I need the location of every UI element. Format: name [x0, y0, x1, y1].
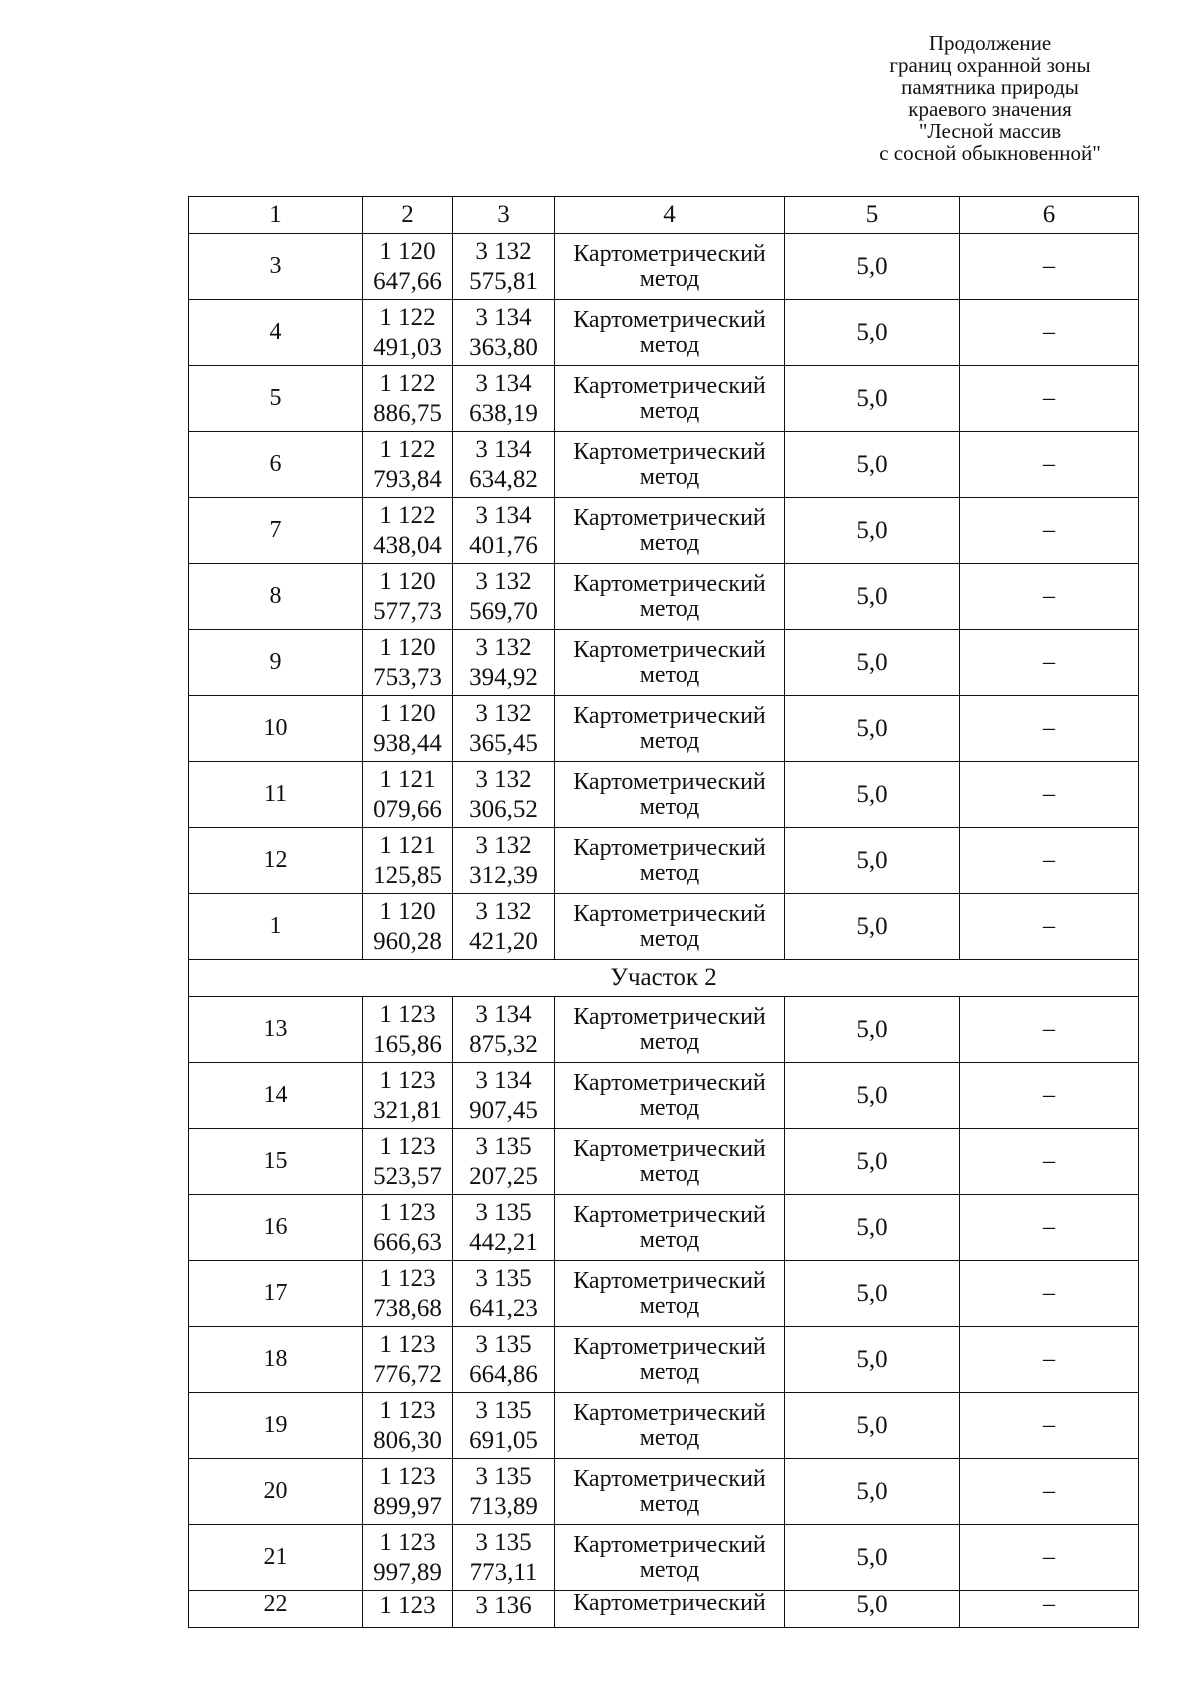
- accuracy-cell: 5,0: [785, 1327, 960, 1393]
- header-line: Продолжение: [928, 31, 1052, 55]
- accuracy-cell: 5,0: [785, 1195, 960, 1261]
- table-row: [189, 1525, 1139, 1591]
- y-coordinate-part: 3 134: [475, 501, 532, 529]
- header-line: памятника природы: [901, 75, 1079, 99]
- accuracy-cell: 5,0: [785, 828, 960, 894]
- table-row: [189, 432, 1139, 498]
- x-coordinate-part: 806,30: [373, 1426, 442, 1454]
- y-coordinate-part: 713,89: [469, 1492, 538, 1520]
- method-cell: [555, 1393, 785, 1459]
- y-coordinate-part: 365,45: [469, 729, 538, 757]
- x-coordinate-cell: [363, 696, 453, 762]
- y-coordinate-cell: [453, 1393, 555, 1459]
- column-header: 5: [785, 197, 960, 234]
- x-coordinate-part: 1 123: [379, 1396, 436, 1424]
- y-coordinate-cell: [453, 366, 555, 432]
- x-coordinate-part: 1 123: [379, 1592, 436, 1619]
- table-row: [189, 762, 1139, 828]
- y-coordinate-part: 394,92: [469, 663, 538, 691]
- method-text: метод: [639, 661, 700, 688]
- y-coordinate-part: 3 135: [475, 1132, 532, 1160]
- method-text: метод: [639, 925, 700, 952]
- y-coordinate-part: 638,19: [469, 399, 538, 427]
- x-coordinate-cell: [363, 1129, 453, 1195]
- note-cell: –: [960, 762, 1139, 828]
- y-coordinate-cell: [453, 234, 555, 300]
- point-number-cell: 1: [189, 894, 363, 960]
- note-cell: –: [960, 300, 1139, 366]
- x-coordinate-cell: [363, 1261, 453, 1327]
- method-text: метод: [639, 1490, 700, 1517]
- x-coordinate-cell: [363, 1459, 453, 1525]
- x-coordinate-part: 938,44: [373, 729, 442, 757]
- x-coordinate-part: 1 120: [379, 633, 436, 661]
- accuracy-cell: 5,0: [785, 432, 960, 498]
- y-coordinate-cell: [453, 300, 555, 366]
- x-coordinate-cell: [363, 498, 453, 564]
- y-coordinate-cell: [453, 1327, 555, 1393]
- method-cell: [555, 366, 785, 432]
- y-coordinate-part: 875,32: [469, 1030, 538, 1058]
- accuracy-cell: 5,0: [785, 366, 960, 432]
- y-coordinate-part: 3 135: [475, 1198, 532, 1226]
- point-number-cell: 6: [189, 432, 363, 498]
- method-text: Картометрический: [573, 306, 766, 333]
- table-body: [189, 197, 1139, 1628]
- x-coordinate-part: 1 122: [379, 501, 436, 529]
- point-number-cell: 15: [189, 1129, 363, 1195]
- method-text: Картометрический: [573, 1333, 766, 1360]
- accuracy-cell: 5,0: [785, 300, 960, 366]
- note-cell: –: [960, 234, 1139, 300]
- y-coordinate-part: 3 134: [475, 303, 532, 331]
- y-coordinate-part: 401,76: [469, 531, 538, 559]
- point-number-cell: 7: [189, 498, 363, 564]
- method-cell: [555, 630, 785, 696]
- table-row: [189, 564, 1139, 630]
- y-coordinate-part: 3 135: [475, 1528, 532, 1556]
- x-coordinate-part: 1 120: [379, 237, 436, 265]
- note-cell: –: [960, 1327, 1139, 1393]
- method-text: метод: [639, 463, 700, 490]
- method-text: Картометрический: [573, 504, 766, 531]
- x-coordinate-part: 960,28: [373, 927, 442, 955]
- coordinates-table: [188, 196, 1139, 1628]
- x-coordinate-part: 321,81: [373, 1096, 442, 1124]
- method-text: Картометрический: [573, 1201, 766, 1228]
- point-number-cell: 22: [189, 1591, 363, 1628]
- method-text: Картометрический: [573, 834, 766, 861]
- y-coordinate-part: 3 132: [475, 831, 532, 859]
- x-coordinate-part: 738,68: [373, 1294, 442, 1322]
- y-coordinate-part: 3 132: [475, 633, 532, 661]
- x-coordinate-cell: [363, 828, 453, 894]
- y-coordinate-cell: [453, 1129, 555, 1195]
- y-coordinate-cell: [453, 1261, 555, 1327]
- document-header: [800, 32, 1180, 164]
- note-cell: –: [960, 630, 1139, 696]
- method-text: Картометрический: [573, 1267, 766, 1294]
- x-coordinate-part: 1 123: [379, 1198, 436, 1226]
- table-row: [189, 1327, 1139, 1393]
- method-cell: [555, 1129, 785, 1195]
- method-text: Картометрический: [573, 1135, 766, 1162]
- y-coordinate-cell: [453, 1063, 555, 1129]
- x-coordinate-part: 1 123: [379, 1066, 436, 1094]
- x-coordinate-part: 523,57: [373, 1162, 442, 1190]
- accuracy-cell: 5,0: [785, 234, 960, 300]
- x-coordinate-part: 165,86: [373, 1030, 442, 1058]
- column-header: 4: [555, 197, 785, 234]
- accuracy-cell: 5,0: [785, 498, 960, 564]
- x-coordinate-part: 647,66: [373, 267, 442, 295]
- x-coordinate-cell: [363, 1525, 453, 1591]
- x-coordinate-cell: [363, 1393, 453, 1459]
- note-cell: –: [960, 696, 1139, 762]
- point-number-cell: 5: [189, 366, 363, 432]
- table-row: [189, 1063, 1139, 1129]
- y-coordinate-cell: [453, 828, 555, 894]
- x-coordinate-cell: [363, 630, 453, 696]
- accuracy-cell: 5,0: [785, 1393, 960, 1459]
- accuracy-cell: 5,0: [785, 630, 960, 696]
- method-cell: [555, 828, 785, 894]
- y-coordinate-part: 691,05: [469, 1426, 538, 1454]
- note-cell: –: [960, 1591, 1139, 1628]
- y-coordinate-part: 3 134: [475, 1066, 532, 1094]
- method-cell: [555, 762, 785, 828]
- table-row: [189, 828, 1139, 894]
- y-coordinate-cell: [453, 630, 555, 696]
- note-cell: –: [960, 1393, 1139, 1459]
- column-header: 2: [363, 197, 453, 234]
- x-coordinate-part: 1 123: [379, 1264, 436, 1292]
- accuracy-cell: 5,0: [785, 762, 960, 828]
- x-coordinate-part: 1 121: [379, 831, 436, 859]
- method-cell: [555, 997, 785, 1063]
- y-coordinate-cell: [453, 696, 555, 762]
- note-cell: –: [960, 1129, 1139, 1195]
- x-coordinate-part: 1 120: [379, 567, 436, 595]
- point-number-cell: 18: [189, 1327, 363, 1393]
- x-coordinate-part: 1 123: [379, 1462, 436, 1490]
- point-number-cell: 14: [189, 1063, 363, 1129]
- method-text: метод: [639, 1292, 700, 1319]
- note-cell: –: [960, 564, 1139, 630]
- x-coordinate-cell: [363, 894, 453, 960]
- column-header-row: [189, 197, 1139, 234]
- y-coordinate-part: 312,39: [469, 861, 538, 889]
- x-coordinate-cell: [363, 432, 453, 498]
- x-coordinate-part: 997,89: [373, 1558, 442, 1586]
- note-cell: –: [960, 997, 1139, 1063]
- method-text: Картометрический: [573, 1003, 766, 1030]
- y-coordinate-part: 421,20: [469, 927, 538, 955]
- x-coordinate-cell: [363, 997, 453, 1063]
- y-coordinate-cell: [453, 1195, 555, 1261]
- method-text: метод: [639, 331, 700, 358]
- header-line: границ охранной зоны: [889, 53, 1091, 77]
- accuracy-cell: 5,0: [785, 1459, 960, 1525]
- x-coordinate-part: 079,66: [373, 795, 442, 823]
- x-coordinate-part: 1 122: [379, 435, 436, 463]
- method-cell: [555, 1063, 785, 1129]
- y-coordinate-part: 3 132: [475, 765, 532, 793]
- table-row: [189, 1459, 1139, 1525]
- y-coordinate-part: 3 132: [475, 897, 532, 925]
- x-coordinate-cell: [363, 1591, 453, 1628]
- method-cell: [555, 1327, 785, 1393]
- method-cell: [555, 498, 785, 564]
- y-coordinate-cell: [453, 1459, 555, 1525]
- x-coordinate-part: 1 123: [379, 1000, 436, 1028]
- note-cell: –: [960, 432, 1139, 498]
- method-text: Картометрический: [573, 240, 766, 267]
- method-cell: [555, 234, 785, 300]
- x-coordinate-part: 491,03: [373, 333, 442, 361]
- y-coordinate-cell: [453, 997, 555, 1063]
- point-number-cell: 9: [189, 630, 363, 696]
- method-text: Картометрический: [573, 372, 766, 399]
- x-coordinate-part: 1 120: [379, 897, 436, 925]
- point-number-cell: 19: [189, 1393, 363, 1459]
- point-number-cell: 12: [189, 828, 363, 894]
- point-number-cell: 16: [189, 1195, 363, 1261]
- method-text: Картометрический: [573, 1590, 766, 1616]
- note-cell: –: [960, 1195, 1139, 1261]
- accuracy-cell: 5,0: [785, 1591, 960, 1628]
- x-coordinate-cell: [363, 300, 453, 366]
- y-coordinate-part: 306,52: [469, 795, 538, 823]
- accuracy-cell: 5,0: [785, 696, 960, 762]
- y-coordinate-part: 3 134: [475, 1000, 532, 1028]
- y-coordinate-part: 3 132: [475, 237, 532, 265]
- x-coordinate-cell: [363, 366, 453, 432]
- y-coordinate-part: 442,21: [469, 1228, 538, 1256]
- method-text: метод: [639, 397, 700, 424]
- point-number-cell: 3: [189, 234, 363, 300]
- accuracy-cell: 5,0: [785, 564, 960, 630]
- x-coordinate-cell: [363, 762, 453, 828]
- method-text: метод: [639, 595, 700, 622]
- y-coordinate-part: 3 135: [475, 1264, 532, 1292]
- section-label: Участок 2: [189, 960, 1139, 997]
- method-text: Картометрический: [573, 570, 766, 597]
- column-header: 3: [453, 197, 555, 234]
- y-coordinate-part: 207,25: [469, 1162, 538, 1190]
- method-text: метод: [639, 265, 700, 292]
- header-line: "Лесной массив: [918, 119, 1062, 143]
- point-number-cell: 8: [189, 564, 363, 630]
- x-coordinate-cell: [363, 1327, 453, 1393]
- column-header: 1: [189, 197, 363, 234]
- method-cell: [555, 432, 785, 498]
- method-text: метод: [639, 529, 700, 556]
- table-row: [189, 300, 1139, 366]
- method-cell: [555, 696, 785, 762]
- x-coordinate-part: 1 121: [379, 765, 436, 793]
- point-number-cell: 17: [189, 1261, 363, 1327]
- y-coordinate-cell: [453, 498, 555, 564]
- method-text: Картометрический: [573, 1465, 766, 1492]
- point-number-cell: 11: [189, 762, 363, 828]
- method-cell: [555, 564, 785, 630]
- y-coordinate-cell: [453, 1525, 555, 1591]
- header-line: краевого значения: [908, 97, 1072, 121]
- x-coordinate-part: 886,75: [373, 399, 442, 427]
- y-coordinate-part: 773,11: [469, 1558, 538, 1586]
- method-text: метод: [639, 1556, 700, 1583]
- method-text: Картометрический: [573, 1399, 766, 1426]
- x-coordinate-cell: [363, 234, 453, 300]
- note-cell: –: [960, 1525, 1139, 1591]
- y-coordinate-part: 3 136: [475, 1592, 532, 1619]
- method-text: метод: [639, 793, 700, 820]
- header-line: с сосной обыкновенной": [879, 141, 1101, 165]
- x-coordinate-part: 438,04: [373, 531, 442, 559]
- y-coordinate-part: 3 135: [475, 1396, 532, 1424]
- method-text: Картометрический: [573, 702, 766, 729]
- note-cell: –: [960, 366, 1139, 432]
- accuracy-cell: 5,0: [785, 1063, 960, 1129]
- y-coordinate-cell: [453, 762, 555, 828]
- method-text: Картометрический: [573, 900, 766, 927]
- table-row: [189, 1261, 1139, 1327]
- column-header: 6: [960, 197, 1139, 234]
- x-coordinate-part: 577,73: [373, 597, 442, 625]
- x-coordinate-cell: [363, 1195, 453, 1261]
- point-number-cell: 10: [189, 696, 363, 762]
- table-row: [189, 1393, 1139, 1459]
- method-text: Картометрический: [573, 438, 766, 465]
- x-coordinate-part: 776,72: [373, 1360, 442, 1388]
- y-coordinate-part: 3 134: [475, 369, 532, 397]
- note-cell: –: [960, 828, 1139, 894]
- y-coordinate-part: 3 132: [475, 567, 532, 595]
- y-coordinate-cell: [453, 564, 555, 630]
- method-text: Картометрический: [573, 768, 766, 795]
- x-coordinate-cell: [363, 564, 453, 630]
- table-row: [189, 234, 1139, 300]
- method-cell: [555, 1525, 785, 1591]
- x-coordinate-part: 1 120: [379, 699, 436, 727]
- note-cell: –: [960, 894, 1139, 960]
- method-text: метод: [639, 1028, 700, 1055]
- method-cell: [555, 1195, 785, 1261]
- x-coordinate-part: 793,84: [373, 465, 442, 493]
- accuracy-cell: 5,0: [785, 1525, 960, 1591]
- method-text: метод: [639, 859, 700, 886]
- point-number-cell: 4: [189, 300, 363, 366]
- table-row: [189, 997, 1139, 1063]
- table-row: [189, 366, 1139, 432]
- table-row: [189, 1591, 1139, 1628]
- x-coordinate-part: 1 123: [379, 1330, 436, 1358]
- y-coordinate-part: 3 134: [475, 435, 532, 463]
- method-text: Картометрический: [573, 1531, 766, 1558]
- method-text: метод: [639, 1160, 700, 1187]
- method-text: метод: [639, 1094, 700, 1121]
- point-number-cell: 13: [189, 997, 363, 1063]
- x-coordinate-part: 1 123: [379, 1132, 436, 1160]
- point-number-cell: 21: [189, 1525, 363, 1591]
- point-number-cell: 20: [189, 1459, 363, 1525]
- y-coordinate-part: 569,70: [469, 597, 538, 625]
- y-coordinate-cell: [453, 432, 555, 498]
- y-coordinate-part: 363,80: [469, 333, 538, 361]
- x-coordinate-part: 666,63: [373, 1228, 442, 1256]
- y-coordinate-part: 641,23: [469, 1294, 538, 1322]
- note-cell: –: [960, 1063, 1139, 1129]
- x-coordinate-part: 1 122: [379, 303, 436, 331]
- table-row: [189, 1195, 1139, 1261]
- y-coordinate-part: 634,82: [469, 465, 538, 493]
- table-row: [189, 630, 1139, 696]
- section-row: [189, 960, 1139, 997]
- accuracy-cell: 5,0: [785, 1261, 960, 1327]
- accuracy-cell: 5,0: [785, 997, 960, 1063]
- table-row: [189, 1129, 1139, 1195]
- method-text: Картометрический: [573, 636, 766, 663]
- y-coordinate-part: 907,45: [469, 1096, 538, 1124]
- method-cell: [555, 1261, 785, 1327]
- table-row: [189, 894, 1139, 960]
- method-text: метод: [639, 1358, 700, 1385]
- method-text: метод: [639, 1226, 700, 1253]
- y-coordinate-part: 575,81: [469, 267, 538, 295]
- note-cell: –: [960, 1459, 1139, 1525]
- method-cell: [555, 300, 785, 366]
- method-cell: [555, 894, 785, 960]
- y-coordinate-cell: [453, 1591, 555, 1628]
- method-cell: [555, 1459, 785, 1525]
- y-coordinate-part: 3 135: [475, 1330, 532, 1358]
- accuracy-cell: 5,0: [785, 894, 960, 960]
- x-coordinate-part: 1 122: [379, 369, 436, 397]
- y-coordinate-part: 3 135: [475, 1462, 532, 1490]
- y-coordinate-part: 664,86: [469, 1360, 538, 1388]
- note-cell: –: [960, 1261, 1139, 1327]
- method-text: метод: [639, 1424, 700, 1451]
- x-coordinate-cell: [363, 1063, 453, 1129]
- method-cell: [555, 1591, 785, 1628]
- note-cell: –: [960, 498, 1139, 564]
- y-coordinate-cell: [453, 894, 555, 960]
- x-coordinate-part: 125,85: [373, 861, 442, 889]
- table-row: [189, 696, 1139, 762]
- x-coordinate-part: 753,73: [373, 663, 442, 691]
- y-coordinate-part: 3 132: [475, 699, 532, 727]
- accuracy-cell: 5,0: [785, 1129, 960, 1195]
- x-coordinate-part: 899,97: [373, 1492, 442, 1520]
- method-text: метод: [639, 727, 700, 754]
- table-row: [189, 498, 1139, 564]
- x-coordinate-part: 1 123: [379, 1528, 436, 1556]
- method-text: Картометрический: [573, 1069, 766, 1096]
